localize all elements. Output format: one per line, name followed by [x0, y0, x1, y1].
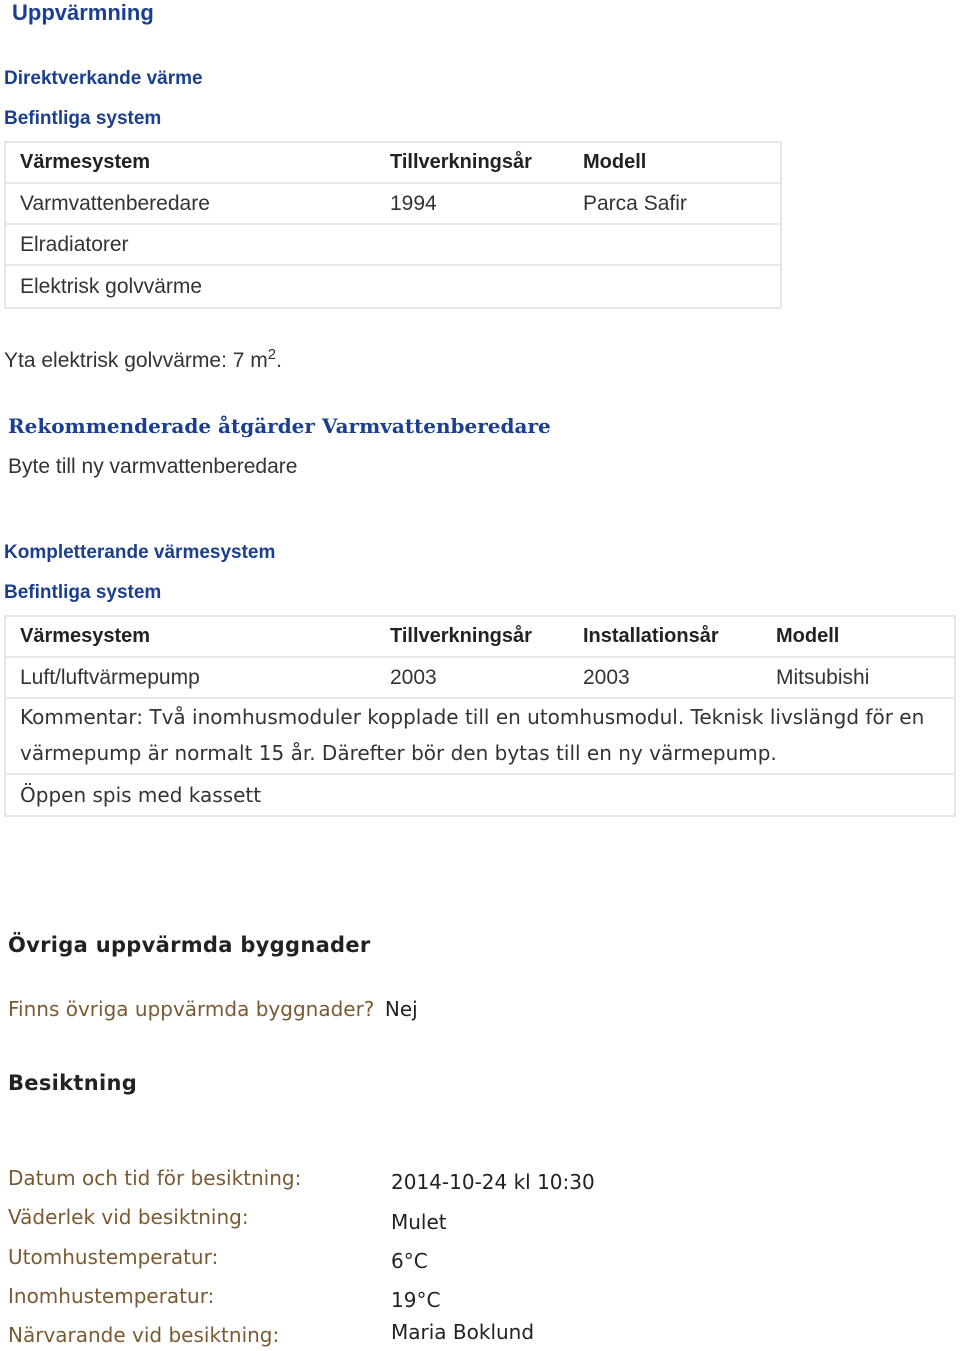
inspection-label: Väderlek vid besiktning:: [8, 1205, 249, 1229]
inspection-label: Utomhustemperatur:: [8, 1245, 219, 1269]
comment-row: [6, 699, 954, 775]
column-header: Värmesystem: [20, 625, 151, 647]
direct-existing-subheading: Befintliga system: [4, 108, 162, 129]
table-cell: Elradiatorer: [20, 232, 129, 256]
page-title: Uppvärmning: [12, 0, 154, 25]
complementary-heading: Kompletterande värmesystem: [4, 542, 276, 563]
inspection-label: Närvarande vid besiktning:: [8, 1323, 280, 1347]
table-cell: Luft/luftvärmepump: [20, 665, 200, 689]
other-buildings-answer: Nej: [384, 997, 418, 1021]
recommended-actions-text: Byte till ny varmvattenberedare: [8, 455, 298, 478]
table-cell: Elektrisk golvvärme: [20, 274, 203, 298]
inspection-value: Mulet: [391, 1210, 447, 1234]
inspection-value: Maria Boklund: [391, 1320, 535, 1344]
floor-heating-area: [4, 346, 282, 373]
complementary-existing-subheading: Befintliga system: [4, 582, 162, 603]
column-header: Modell: [583, 151, 647, 173]
table-row: [6, 775, 954, 815]
inspection-value: 19°C: [391, 1288, 441, 1312]
inspection-value: 2014-10-24 kl 10:30: [391, 1170, 595, 1194]
other-buildings-heading: Övriga uppvärmda byggnader: [8, 933, 371, 957]
other-buildings-question-row: [8, 997, 418, 1021]
complementary-table: [4, 615, 956, 817]
inspection-heading: Besiktning: [8, 1071, 138, 1095]
other-buildings-question: Finns övriga uppvärmda byggnader?: [8, 997, 375, 1021]
column-header: Värmesystem: [20, 151, 151, 173]
table-cell: Mitsubishi: [776, 665, 870, 689]
table-row: [6, 225, 780, 266]
table-header-row: [6, 143, 780, 184]
floor-heating-area-suffix: .: [276, 349, 282, 372]
column-header: Tillverkningsår: [390, 151, 532, 173]
inspection-label: Datum och tid för besiktning:: [8, 1166, 302, 1190]
table-cell: Varmvattenberedare: [20, 191, 210, 215]
table-header-row: [6, 617, 954, 658]
area-unit-exponent: 2: [267, 346, 277, 363]
inspection-label: Inomhustemperatur:: [8, 1284, 215, 1308]
table-cell: 1994: [390, 191, 437, 215]
table-row: [6, 184, 780, 225]
heat-pump-comment: Kommentar: Två inomhusmoduler kopplade till en utomhusmodul. Teknisk livslängd för en värmepump är normalt 15 år. Därefter bör den bytas till en ny värmepump.: [20, 705, 925, 765]
table-cell: Parca Safir: [583, 191, 687, 215]
table-row: [6, 266, 780, 307]
direct-heating-heading: Direktverkande värme: [4, 68, 203, 89]
direct-heating-table: [4, 141, 782, 309]
table-cell: 2003: [583, 665, 630, 689]
floor-heating-area-label: Yta elektrisk golvvärme: 7 m: [4, 349, 268, 372]
inspection-value: 6°C: [391, 1249, 428, 1273]
column-header: Tillverkningsår: [390, 625, 532, 647]
table-cell: Öppen spis med kassett: [20, 783, 262, 807]
column-header: Installationsår: [583, 625, 719, 647]
column-header: Modell: [776, 625, 840, 647]
table-row: [6, 658, 954, 699]
recommended-actions-heading: Rekommenderade åtgärder Varmvattenberedare: [8, 414, 551, 438]
table-cell: 2003: [390, 665, 437, 689]
